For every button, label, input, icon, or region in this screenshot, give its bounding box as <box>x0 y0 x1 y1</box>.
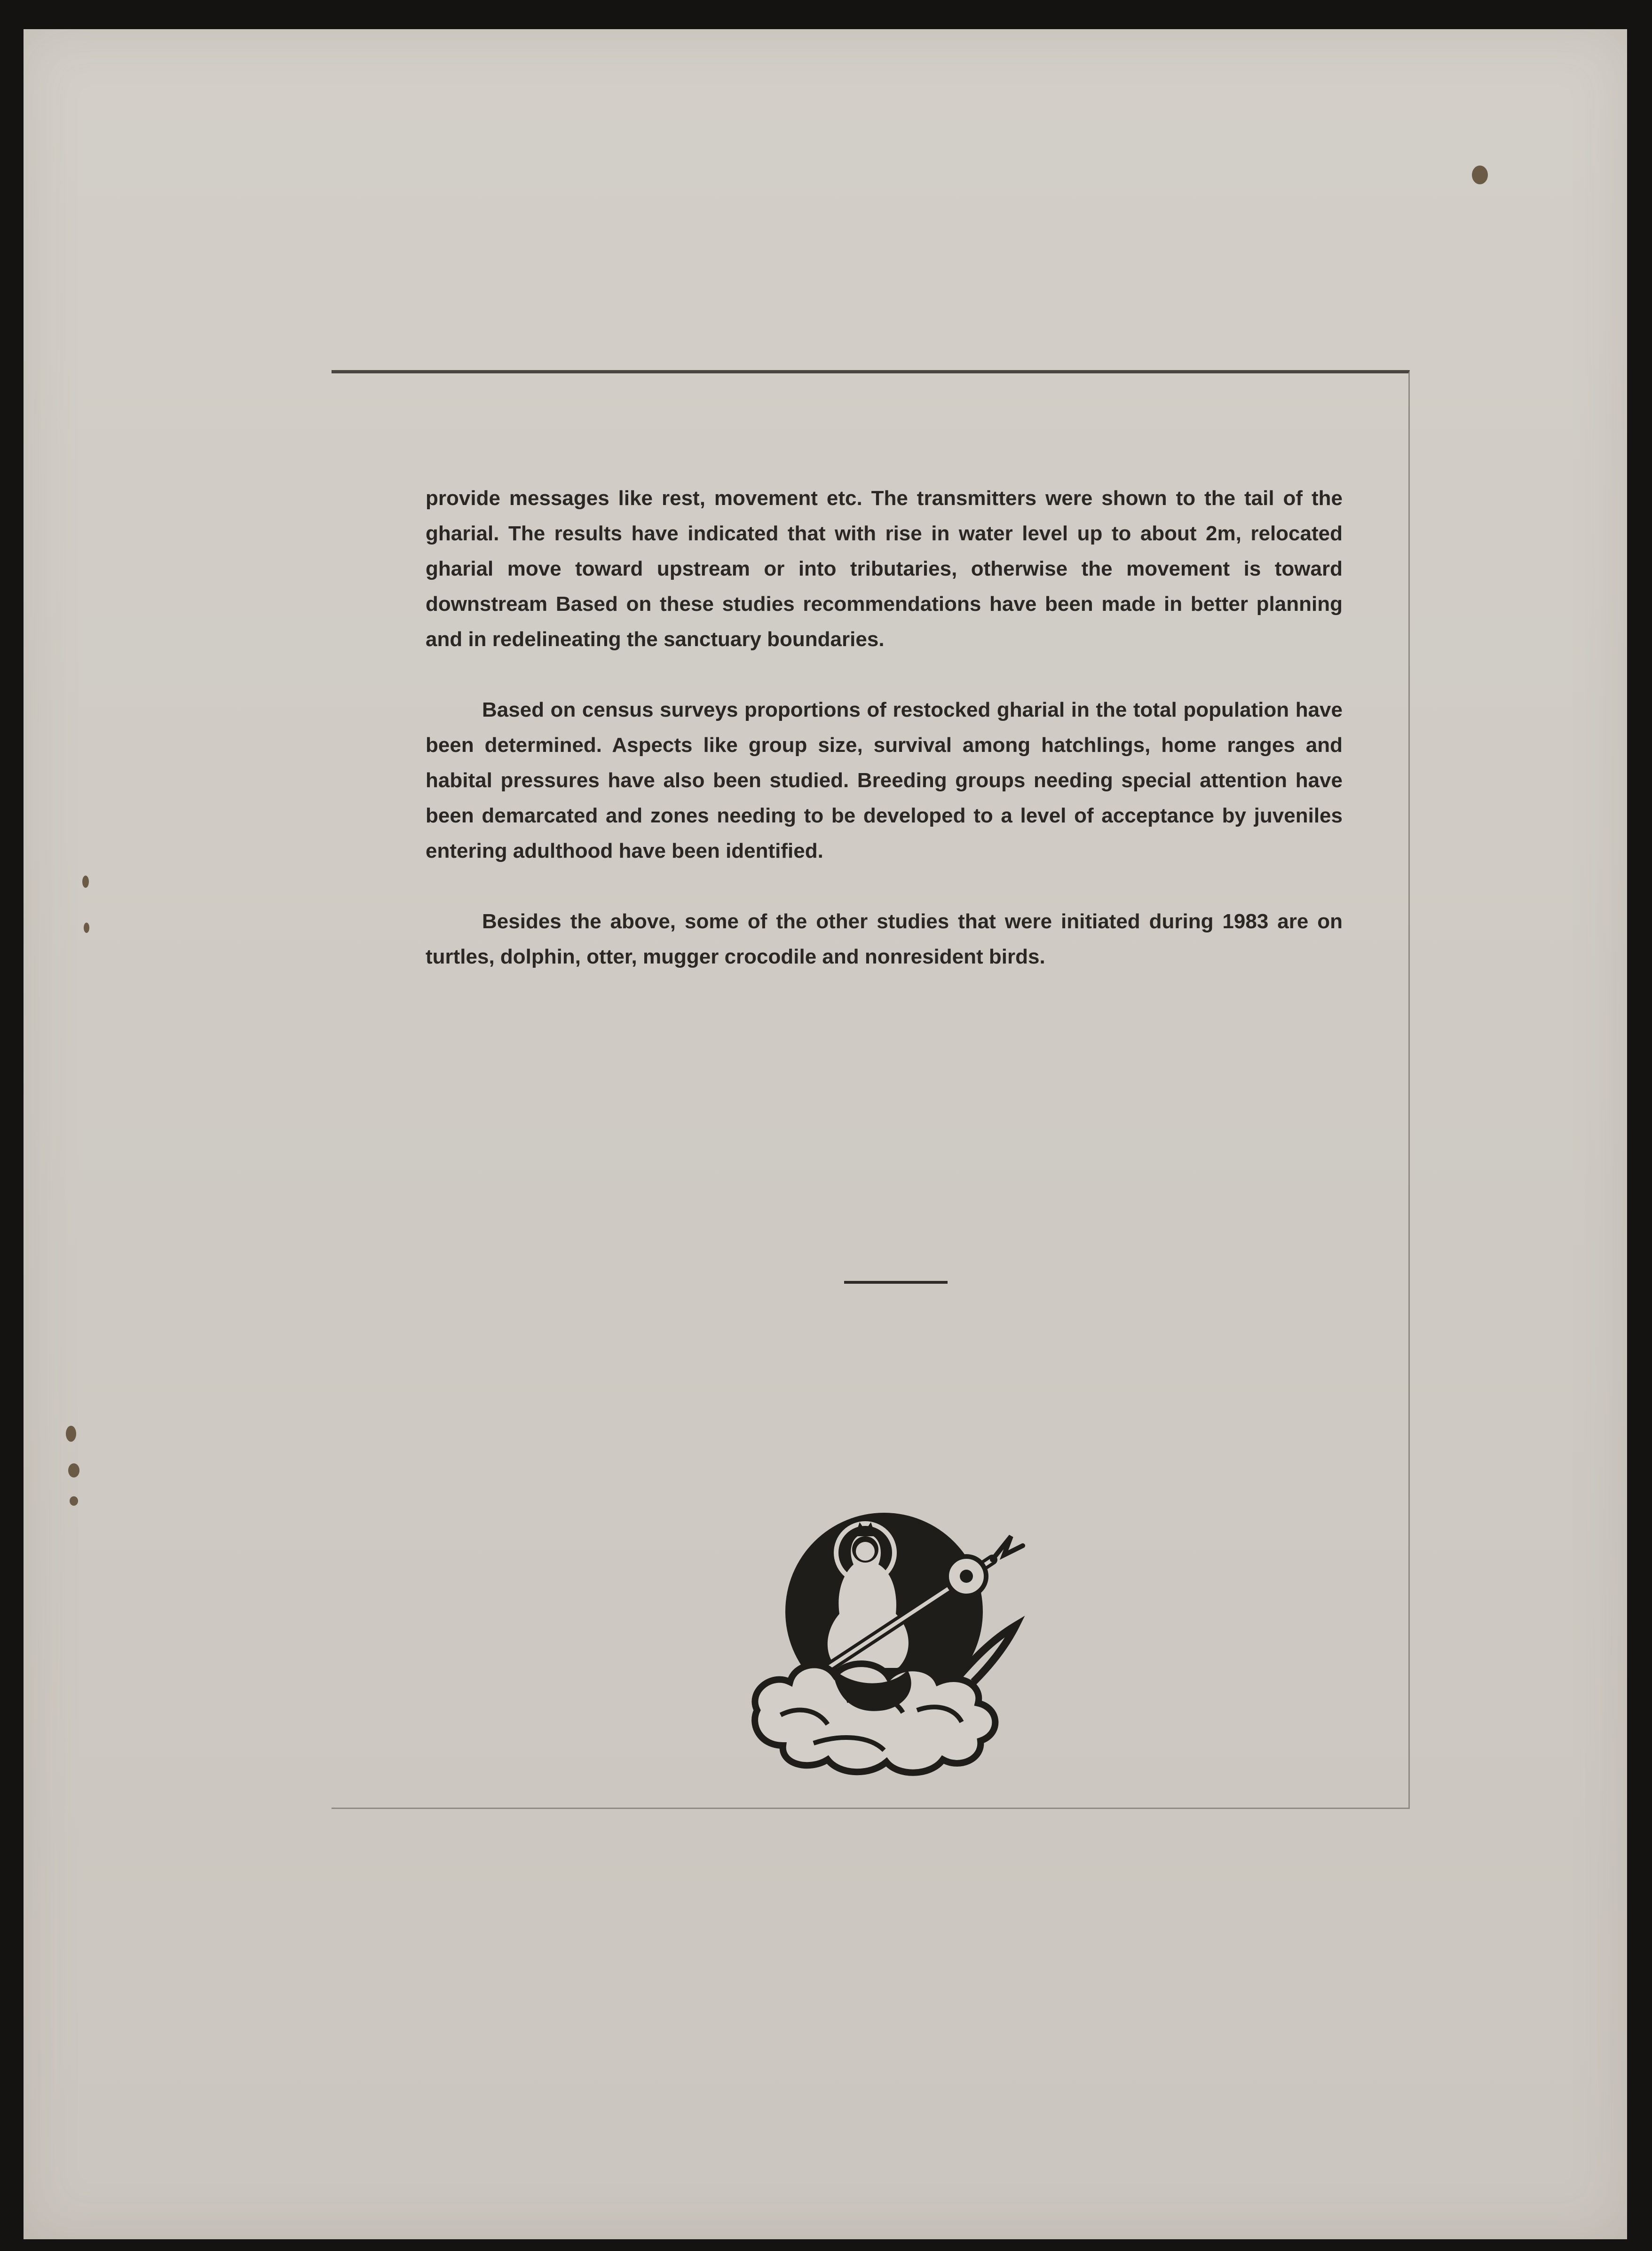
paper-stain <box>66 1426 76 1442</box>
seated-deity-with-veena-emblem-icon <box>729 1489 1049 1809</box>
paragraph-1: provide messages like rest, movement etc. The transmitters were shown to the tail of the gharial. The results have indicated that with rise in water level up to about 2m, relocated gharial move toward upstream or into tributaries, otherwise the movement is toward downstream Based on these studies recommendations have been made in better planning and in redelineating the sanctuary boundaries. <box>426 487 1343 651</box>
paragraph-3: Besides the above, some of the other studies that were initiated during 1983 are on turtles, dolphin, otter, mugger crocodile and nonresident birds. <box>426 910 1343 968</box>
end-rule <box>844 1281 948 1284</box>
paragraph-2: Based on census surveys proportions of restocked gharial in the total population have been determined. Aspects like group size, survival among hatchlings, home ranges and habital pressures have also been studied. Breeding groups needing special attention have been demarcated and zones needing to be developed to a level of acceptance by juveniles entering adulthood have been identified. <box>426 698 1343 862</box>
paper-stain <box>1472 166 1488 184</box>
paper-stain <box>84 923 89 933</box>
body-text <box>426 481 1343 1010</box>
document-page <box>24 29 1627 2239</box>
paper-stain <box>82 876 89 888</box>
paper-stain <box>70 1496 78 1506</box>
paper-stain <box>68 1463 79 1477</box>
